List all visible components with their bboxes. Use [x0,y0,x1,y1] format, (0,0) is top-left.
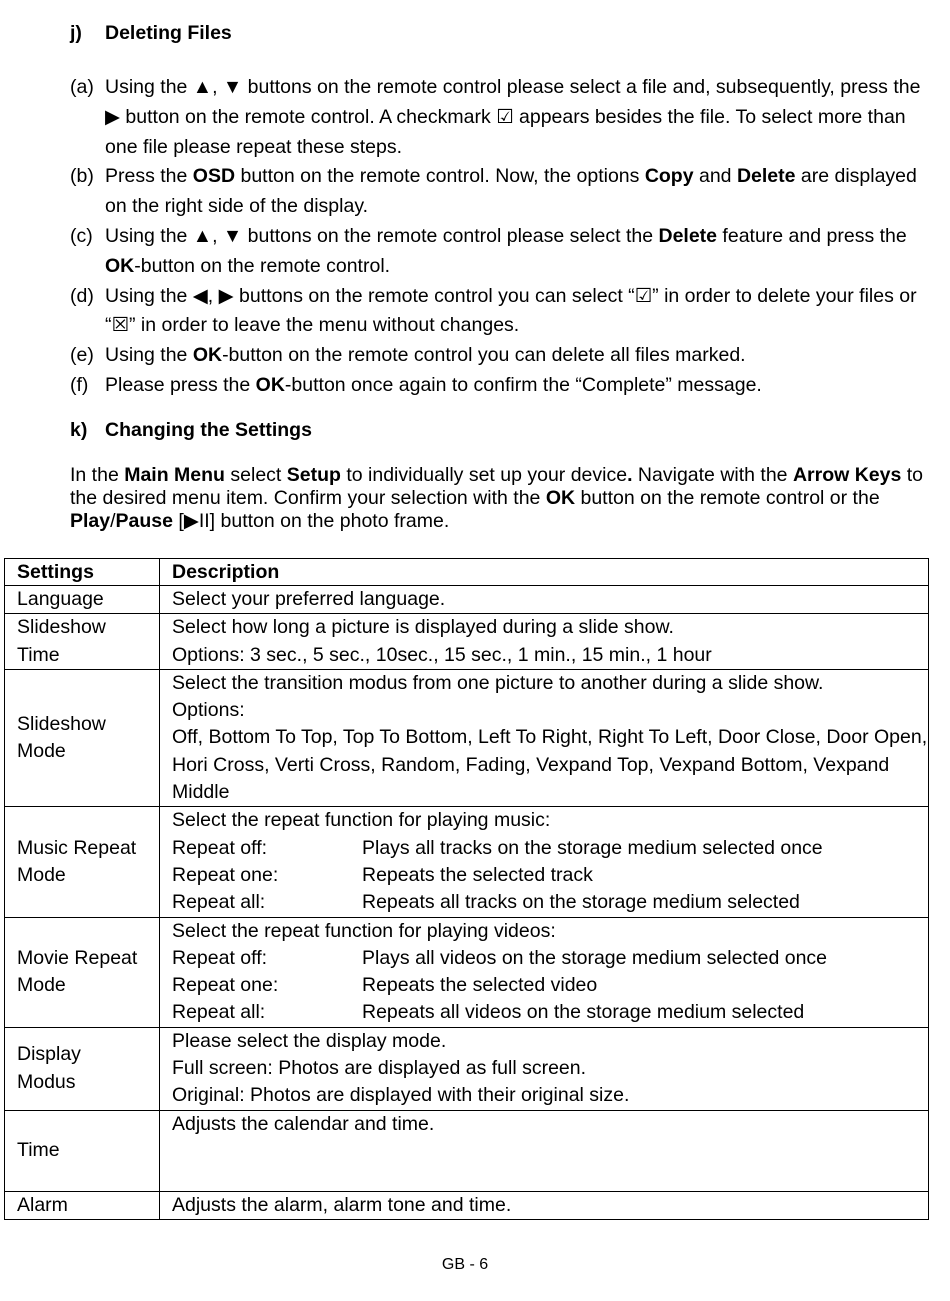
intro-paragraph [70,464,930,533]
setting-description [160,1110,929,1191]
text-run: -button once again to confirm the “Complete” message. [284,373,762,396]
repeat-option-value: Plays all tracks on the storage medium selected once [362,836,823,859]
bold-text: OK [545,487,576,509]
repeat-option-key: Repeat one: [172,863,279,886]
step-label: (b) [70,165,94,188]
repeat-option-value: Repeats all tracks on the storage medium selected [362,891,800,914]
step-text [105,162,930,222]
list-item [70,282,930,342]
setting-line: Modus [17,1070,76,1093]
text-run: and [693,165,737,188]
text-run: Using the ▲, ▼ buttons on the remote control please select a file and, subsequently, press the ▶ button on the remote control. A checkmark ☑ appears besides the file. To select more than one file please repeat these steps. [105,76,921,158]
list-item [70,73,930,162]
section-j-title: Deleting Files [105,22,232,44]
setting-line: Alarm [17,1193,68,1216]
description-line: Off, Bottom To Top, Top To Bottom, Left To Right, Right To Left, Door Close, Door Open, Hori Cross, Verti Cross, Random, Fading, Vexpand Top, Vexpand Bottom, Vexpand Middle [172,726,928,804]
table-row [5,917,929,1027]
setting-line: Mode [17,863,66,886]
repeat-option [172,889,928,916]
text-run: -button on the remote control you can delete all files marked. [222,344,746,367]
section-j-heading [70,22,232,45]
page-number: GB - 6 [441,1256,489,1273]
text-run: to individually set up your device [340,464,628,486]
setting-description [160,807,929,917]
setting-name [5,669,160,806]
step-label: (d) [70,284,94,307]
repeat-option [172,945,928,972]
setting-description [160,1027,929,1110]
setting-description [160,669,929,806]
description-line: Full screen: Photos are displayed as full screen. [172,1057,587,1080]
bold-text: Pause [115,510,173,532]
text-run: select [224,464,287,486]
list-item [70,162,930,222]
table-row [5,614,929,670]
step-text [105,341,930,371]
text-run: [▶II] button on the photo frame. [173,510,450,532]
description-line: Original: Photos are displayed with their original size. [172,1084,630,1107]
setting-line: Movie Repeat [17,946,138,969]
setting-line: Time [17,1138,60,1161]
setting-name [5,614,160,670]
repeat-option [172,972,928,999]
bold-text: OSD [192,165,236,188]
repeat-option [172,999,928,1026]
list-item [70,371,930,401]
text-run: In the [70,464,125,486]
setting-name [5,586,160,614]
bold-text: OK [192,344,223,367]
description-line: Select how long a picture is displayed during a slide show. [172,616,674,639]
repeat-option [172,835,928,862]
setting-line: Slideshow [17,712,106,735]
bold-text: Main Menu [124,464,225,486]
table-row [5,1110,929,1191]
step-label: (f) [70,373,89,396]
description-line: Options: 3 sec., 5 sec., 10sec., 15 sec., 1 min., 15 min., 1 hour [172,643,712,666]
step-label: (e) [70,344,94,367]
setting-description [160,1191,929,1219]
list-item [70,341,930,371]
description-line: Select the repeat function for playing videos: [172,919,556,942]
repeat-option-value: Repeats all videos on the storage medium selected [362,1001,805,1024]
setting-line: Slideshow [17,616,106,639]
table-row [5,669,929,806]
setting-name [5,1191,160,1219]
repeat-option [172,862,928,889]
table-row [5,1191,929,1219]
description-line: Adjusts the calendar and time. [172,1112,435,1135]
table-row [5,807,929,917]
bold-text: Arrow Keys [792,464,902,486]
repeat-option-key: Repeat all: [172,891,266,914]
setting-line: Mode [17,740,66,763]
text-run: Using the [105,344,193,367]
repeat-option-key: Repeat one: [172,974,279,997]
step-label: (a) [70,76,94,98]
text-run: button on the remote control. Now, the options [235,165,645,188]
setting-line: Time [17,643,60,666]
setting-description [160,586,929,614]
description-line: Options: [172,699,245,722]
bold-text: Copy [644,165,694,188]
repeat-option-value: Plays all videos on the storage medium selected once [362,946,828,969]
text-run: button on the remote control or the [575,487,880,509]
section-k-letter: k) [70,419,88,441]
description-line: Select the repeat function for playing music: [172,809,551,832]
bold-text: Setup [286,464,341,486]
text-run: -button on the remote control. [134,254,391,277]
section-k-heading [70,419,312,442]
setting-line: Mode [17,974,66,997]
text-run: Using the ▲, ▼ buttons on the remote control please select the [105,224,659,247]
step-label: (c) [70,224,93,247]
setting-name [5,1110,160,1191]
steps-list [70,73,930,401]
repeat-option-key: Repeat off: [172,946,268,969]
bold-text: Delete [736,165,796,188]
repeat-option-key: Repeat off: [172,836,268,859]
step-text [105,371,930,401]
text-run: Please press the [105,373,256,396]
setting-name [5,1027,160,1110]
bold-text: . [627,464,633,486]
text-run: Press the [105,165,193,188]
section-k-title: Changing the Settings [105,419,312,441]
setting-description [160,614,929,670]
setting-line: Music Repeat [17,836,137,859]
setting-name [5,917,160,1027]
text-run: are displayed on the right side of the display. [105,165,917,218]
description-line: Please select the display mode. [172,1029,447,1052]
section-j-letter: j) [70,22,82,44]
bold-text: OK [255,373,285,396]
description-line: Select your preferred language. [172,588,446,610]
repeat-option-key: Repeat all: [172,1001,266,1024]
text-run: Navigate with the [632,464,793,486]
table-row [5,1027,929,1110]
table-row [5,586,929,614]
table-header-row [5,559,929,586]
header-description: Description [160,559,929,586]
text-run: Using the ◀, ▶ buttons on the remote control you can select “☑” in order to delete your files or “☒” in order to leave the menu without changes. [105,284,917,337]
step-text [105,222,930,282]
text-run: feature and press the [717,224,907,247]
text-run: to the desired menu item. Confirm your selection with the [70,464,923,509]
header-settings: Settings [5,559,160,586]
bold-text: OK [105,254,135,277]
setting-description [160,917,929,1027]
settings-table [4,558,929,1220]
bold-text: Play [70,510,111,532]
step-text [105,282,930,342]
setting-name [5,807,160,917]
list-item [70,222,930,282]
text-run: / [110,510,116,532]
repeat-option-value: Repeats the selected track [362,863,593,886]
description-line: Select the transition modus from one picture to another during a slide show. [172,671,824,694]
repeat-option-value: Repeats the selected video [362,974,598,997]
setting-line: Display [17,1043,81,1066]
description-line: Adjusts the alarm, alarm tone and time. [172,1193,512,1216]
step-text [105,73,930,162]
bold-text: Delete [658,224,718,247]
setting-line: Language [17,588,104,610]
